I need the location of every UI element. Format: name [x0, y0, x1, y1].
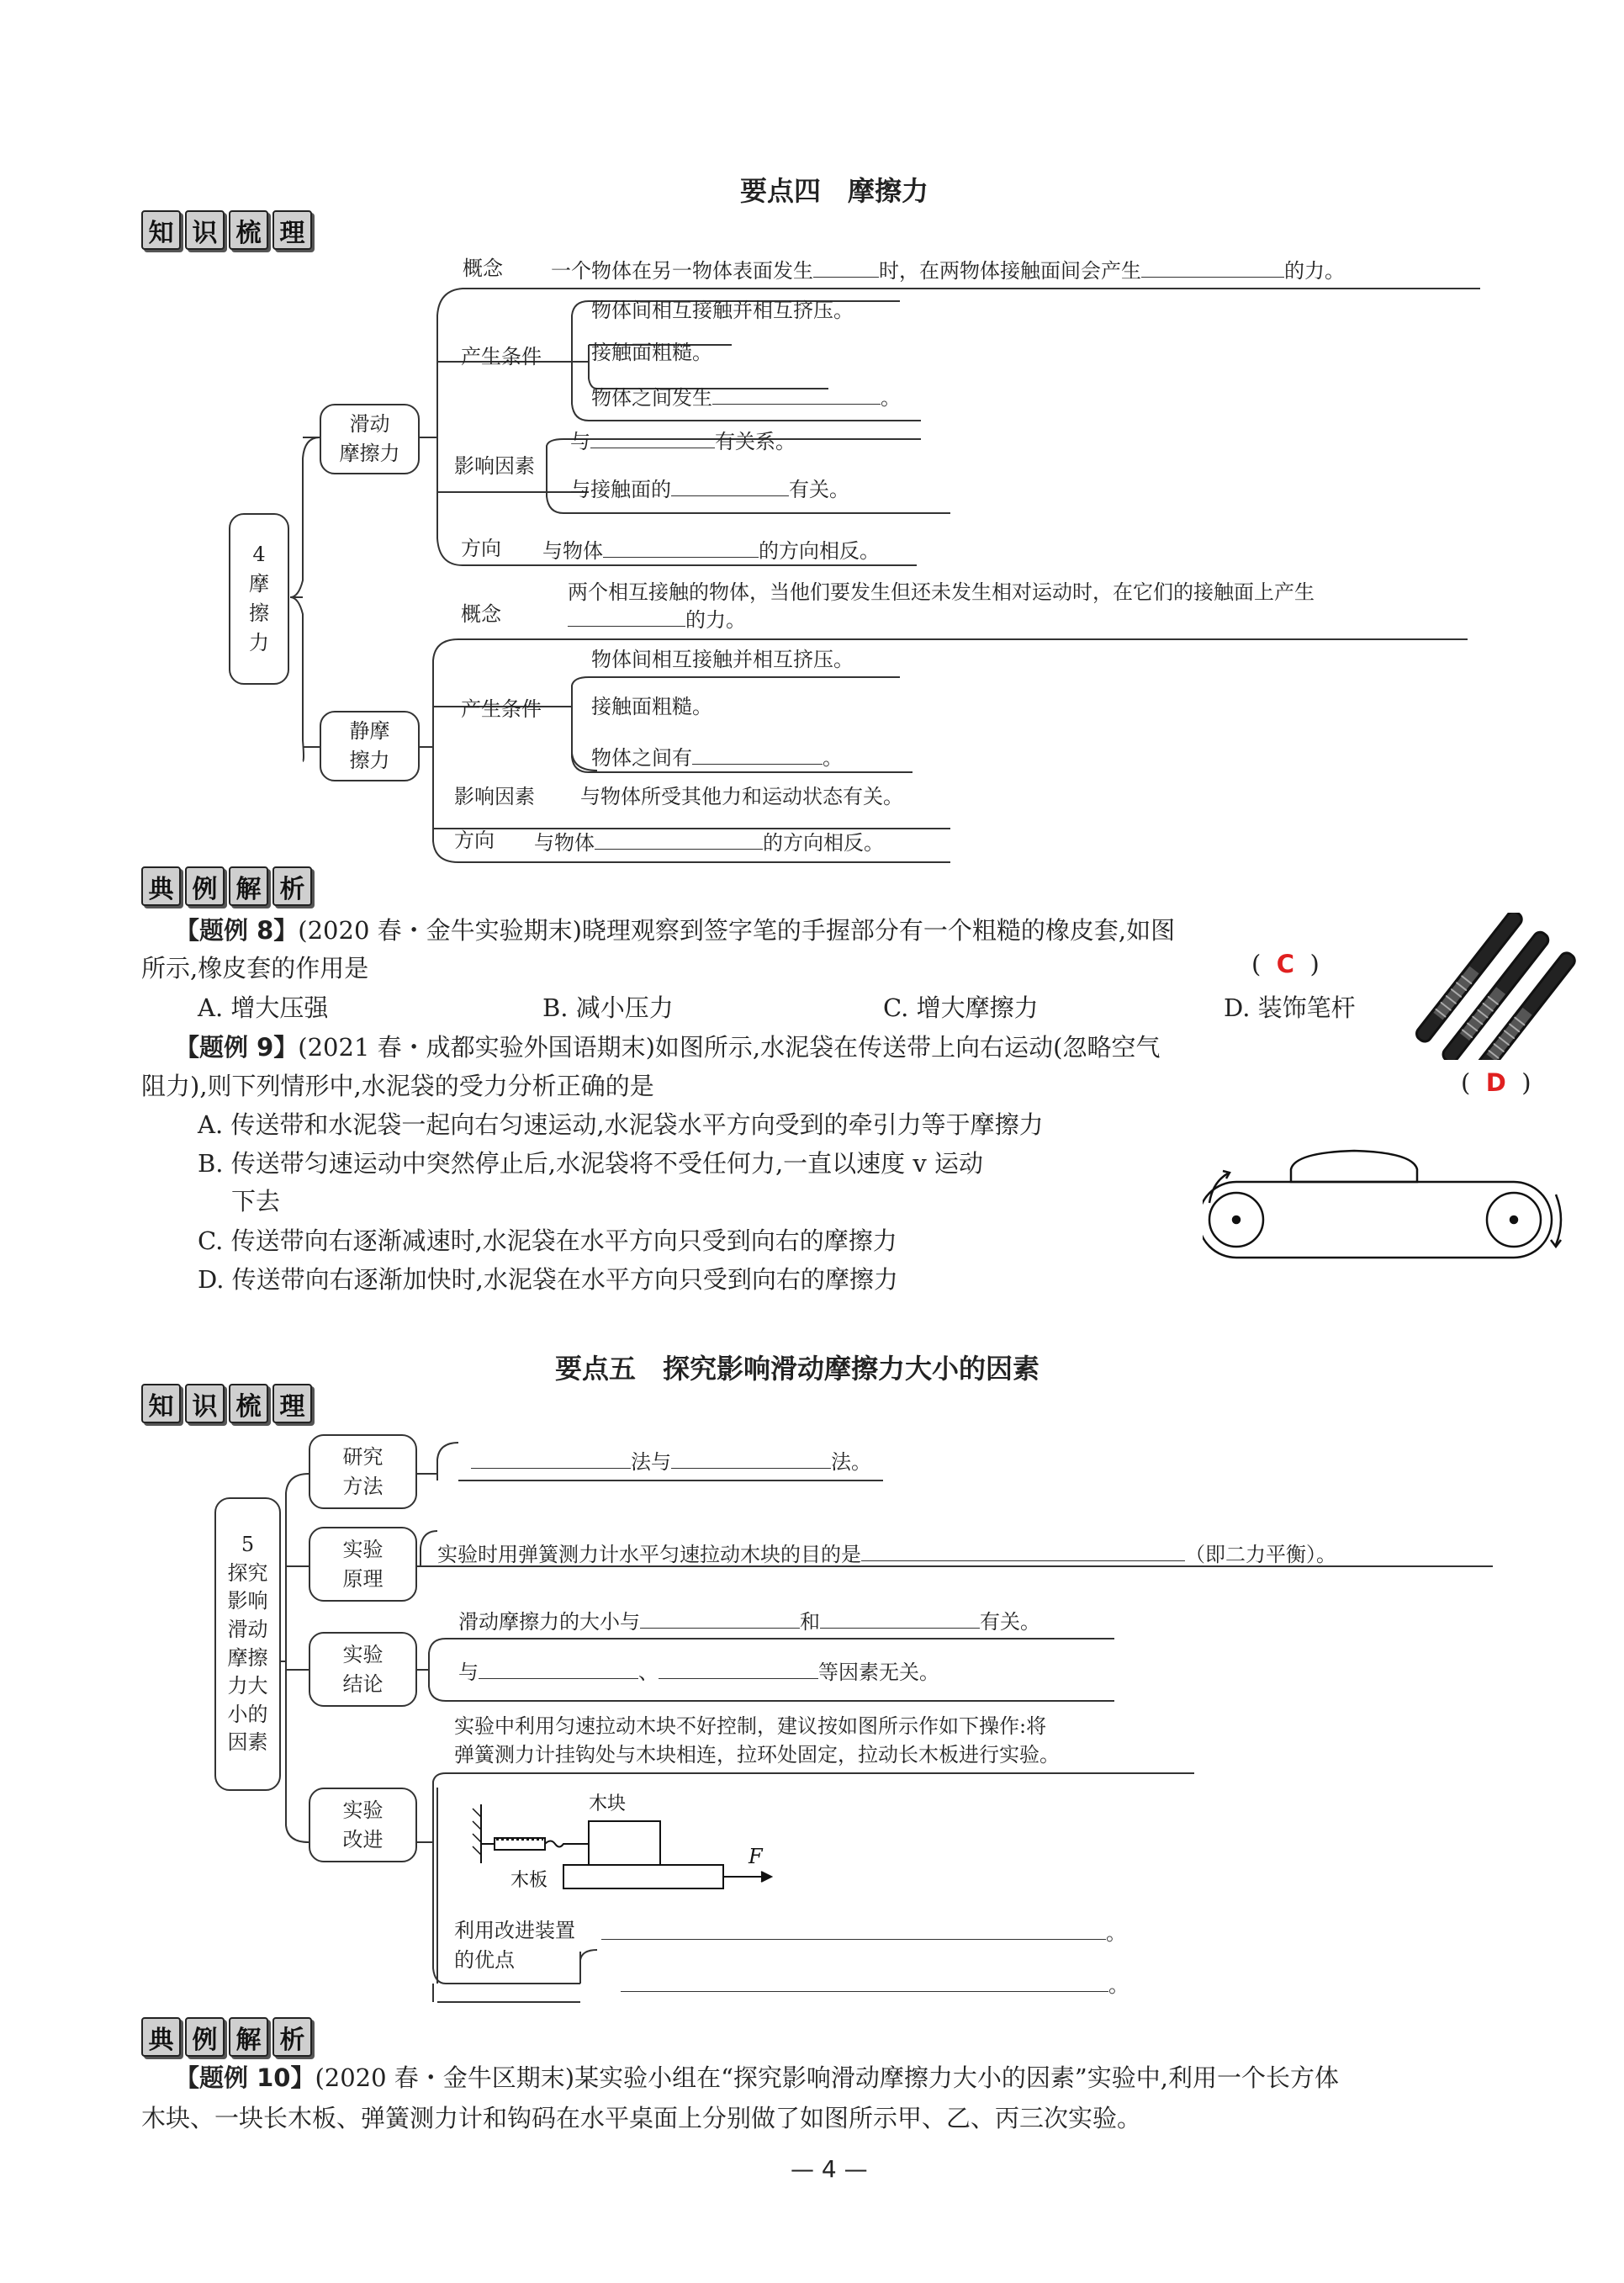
text: 的力。 — [1284, 259, 1345, 283]
section5-title: 要点五 探究影响滑动摩擦力大小的因素 — [555, 1353, 1040, 1385]
text: 一个物体在另一物体表面发生 — [551, 259, 813, 283]
blank — [820, 1609, 980, 1629]
blank — [471, 1449, 631, 1469]
q9-option-c: C. 传送带向右逐渐减速时,水泥袋在水平方向只受到向右的摩擦力 — [198, 1226, 897, 1255]
badge-char: 典 — [141, 866, 181, 906]
q10-line1 — [175, 2058, 1339, 2098]
badge-char: 识 — [185, 210, 225, 250]
badge-char: 例 — [185, 866, 225, 906]
static-factor-label: 影响因素 — [454, 785, 535, 808]
text: 与 — [458, 1661, 479, 1684]
root-friction: 4 摩 擦 力 — [229, 513, 289, 685]
section4-title: 要点四 摩擦力 — [740, 175, 929, 207]
q8-line2: 所示,橡皮套的作用是 — [141, 954, 369, 983]
q9-answer-paren: ( D ) — [1461, 1068, 1531, 1097]
badge-char: 梳 — [229, 1384, 268, 1423]
q9-option-b-cont: 下去 — [231, 1187, 281, 1216]
badge-char: 析 — [272, 2017, 312, 2057]
improve-intro-1: 实验中利用匀速拉动木块不好控制，建议按如图所示作如下操作:将 — [454, 1714, 1047, 1738]
sliding-concept-label: 概念 — [463, 257, 503, 280]
text: 、 — [638, 1661, 659, 1684]
text: 与接触面的 — [570, 478, 671, 501]
blank — [621, 1973, 1108, 1992]
text: 与 — [570, 430, 590, 453]
q10-line2: 木块、一块长木板、弹簧测力计和钩码在水平桌面上分别做了如图所示甲、乙、丙三次实验。 — [141, 2104, 1142, 2132]
conclusion-line2 — [458, 1660, 939, 1682]
badge-char: 知 — [141, 210, 181, 250]
q8-option-b: B. 减小压力 — [542, 993, 674, 1022]
static-cond-2: 接触面粗糙。 — [591, 695, 712, 718]
q8-answer: C — [1276, 950, 1295, 978]
advantage-blank-1: 。 — [601, 1920, 1126, 1943]
text: (2020 春・金牛区期末)某实验小组在“探究影响滑动摩擦力大小的因素”实验中,利用一个长方体 — [315, 2063, 1339, 2092]
advantage-label-2: 的优点 — [454, 1948, 515, 1972]
principle-text — [437, 1542, 1336, 1565]
page-number: — 4 — — [791, 2155, 868, 2183]
text: 有关。 — [789, 478, 849, 501]
static-cond-1: 物体间相互接触并相互挤压。 — [591, 648, 854, 671]
text: (2021 春・成都实验外国语期末)如图所示,水泥袋在传送带上向右运动(忽略空气 — [298, 1033, 1161, 1062]
q8-answer-paren: ( C ) — [1251, 950, 1320, 978]
badge-char: 例 — [185, 2017, 225, 2057]
force-label: F — [749, 1845, 763, 1868]
static-factor: 与物体所受其他力和运动状态有关。 — [580, 785, 903, 808]
sliding-factor-label: 影响因素 — [454, 454, 535, 478]
blank — [671, 1449, 831, 1469]
text: 的力。 — [685, 608, 746, 632]
q9-option-b: B. 传送带匀速运动中突然停止后,水泥袋将不受任何力,一直以速度 v 运动 — [198, 1149, 984, 1178]
blank — [479, 1660, 638, 1679]
method-text — [471, 1449, 871, 1472]
text: 的方向相反。 — [759, 539, 880, 563]
q8-option-c: C. 增大摩擦力 — [883, 993, 1039, 1022]
blank — [640, 1609, 800, 1629]
badge-char: 解 — [229, 866, 268, 906]
node-static-friction: 静摩 擦力 — [320, 711, 420, 781]
text: 实验时用弹簧测力计水平匀速拉动木块的目的是 — [437, 1543, 861, 1566]
text: 物体之间发生 — [591, 386, 712, 410]
text: 和 — [800, 1610, 820, 1634]
badge-char: 理 — [272, 1384, 312, 1423]
q9-option-d: D. 传送带向右逐渐加快时,水泥袋在水平方向只受到向右的摩擦力 — [198, 1265, 898, 1294]
q9-answer: D — [1485, 1068, 1506, 1097]
root-experiment: 5 探究 影响 滑动 摩擦 力大 小的 因素 — [214, 1497, 281, 1791]
text: 等因素无关。 — [818, 1661, 939, 1684]
block-label: 木块 — [589, 1793, 627, 1814]
text: 有关。 — [980, 1610, 1040, 1634]
text: (2020 春・金牛实验期末)晓理观察到签字笔的手握部分有一个粗糙的橡皮套,如图 — [298, 916, 1176, 945]
node-method: 研究 方法 — [309, 1434, 417, 1509]
blank — [659, 1660, 818, 1679]
q10-tag: 【题例 10】 — [175, 2063, 315, 2092]
text: 与物体 — [534, 831, 595, 855]
q9-line2: 阻力),则下列情形中,水泥袋的受力分析正确的是 — [141, 1072, 654, 1100]
text: （即二力平衡）。 — [1185, 1543, 1336, 1566]
conclusion-line1 — [458, 1609, 1040, 1632]
q9-tag: 【题例 9】 — [175, 1033, 299, 1062]
improve-intro-2: 弹簧测力计挂钩处与木块相连，拉环处固定，拉动长木板进行实验。 — [454, 1743, 1060, 1767]
text: 滑动摩擦力的大小与 — [458, 1610, 640, 1634]
apparatus-diagram — [471, 1788, 791, 1905]
badge-char: 知 — [141, 1384, 181, 1423]
advantage-blank-2: 。 — [621, 1973, 1129, 1995]
text: 有关系。 — [715, 430, 796, 453]
text: 法与 — [631, 1450, 671, 1474]
q9-option-a: A. 传送带和水泥袋一起向右匀速运动,水泥袋水平方向受到的牵引力等于摩擦力 — [198, 1110, 1044, 1139]
advantage-label-1: 利用改进装置 — [454, 1919, 575, 1942]
sliding-cond-2: 接触面粗糙。 — [591, 341, 712, 364]
example-badge-2 — [141, 2017, 312, 2057]
blank — [861, 1542, 1185, 1561]
static-concept-label: 概念 — [461, 602, 501, 626]
sliding-cond-1: 物体间相互接触并相互挤压。 — [591, 299, 854, 322]
node-improvement: 实验 改进 — [309, 1788, 417, 1862]
badge-char: 析 — [272, 866, 312, 906]
text: 。 — [881, 386, 901, 410]
static-concept-line1: 两个相互接触的物体，当他们要发生但还未发生相对运动时，在它们的接触面上产生 — [568, 580, 1315, 604]
sliding-cond-label: 产生条件 — [461, 345, 542, 368]
board-label: 木板 — [510, 1870, 548, 1891]
q8-option-d: D. 装饰笔杆 — [1224, 993, 1356, 1022]
text: 的方向相反。 — [763, 831, 884, 855]
badge-char: 理 — [272, 210, 312, 250]
sliding-dir-label: 方向 — [461, 537, 501, 560]
badge-char: 识 — [185, 1384, 225, 1423]
text: 物体之间有 — [591, 746, 692, 770]
node-conclusion: 实验 结论 — [309, 1632, 417, 1707]
q8-tag: 【题例 8】 — [175, 916, 299, 945]
text: 时，在两物体接触面间会产生 — [879, 259, 1141, 283]
text: 法。 — [831, 1450, 871, 1474]
badge-char: 解 — [229, 2017, 268, 2057]
node-sliding-friction: 滑动 摩擦力 — [320, 404, 420, 474]
badge-char: 典 — [141, 2017, 181, 2057]
blank — [601, 1920, 1106, 1940]
badge-char: 梳 — [229, 210, 268, 250]
text: 。 — [823, 746, 843, 770]
q8-option-a: A. 增大压强 — [198, 993, 329, 1022]
text: 与物体 — [542, 539, 603, 563]
node-principle: 实验 原理 — [309, 1527, 417, 1602]
static-dir-label: 方向 — [454, 829, 495, 852]
static-cond-label: 产生条件 — [461, 697, 542, 721]
